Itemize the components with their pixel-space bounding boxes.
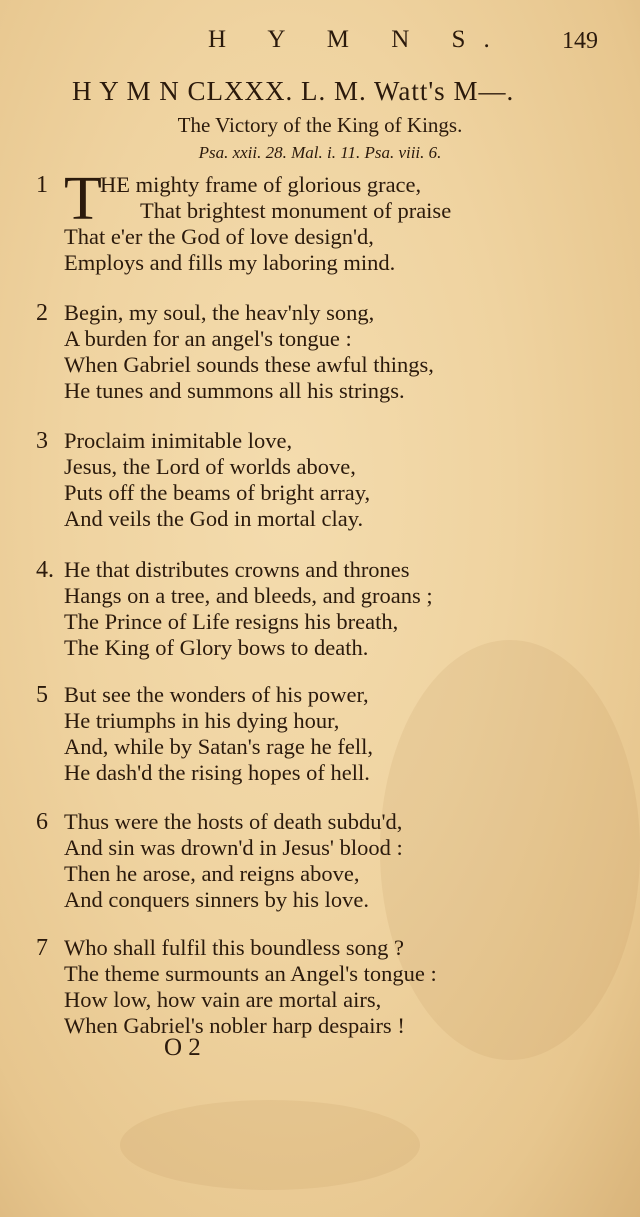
verse-line: Proclaim inimitable love, (64, 428, 293, 453)
verse-line: The theme surmounts an Angel's tongue : (64, 961, 437, 986)
verse-line: And sin was drown'd in Jesus' blood : (64, 835, 403, 860)
verse-line: Who shall fulfil this boundless song ? (64, 935, 404, 960)
stanza-number: 3 (36, 428, 48, 454)
verse-line: And veils the God in mortal clay. (64, 506, 364, 531)
verse-line: Hangs on a tree, and bleeds, and groans ; (64, 583, 433, 608)
verse-line: He triumphs in his dying hour, (64, 708, 340, 733)
verse-line: Thus were the hosts of death subdu'd, (64, 809, 403, 834)
paper-stain (120, 1100, 420, 1190)
stanza-number: 2 (36, 300, 48, 326)
stanza-number: 4. (36, 557, 54, 583)
paper-stain (380, 640, 640, 1060)
hymn-heading: H Y M N CLXXX. L. M. Watt's M—. (72, 76, 515, 106)
verse-line: He tunes and summons all his strings. (64, 378, 405, 403)
verse-line: Begin, my soul, the heav'nly song, (64, 300, 375, 325)
verse-line: That brightest monument of praise (140, 198, 452, 223)
hymn-subtitle: The Victory of the King of Kings. (177, 113, 463, 137)
stanza-number: 6 (36, 809, 48, 835)
verse-line: He that distributes crowns and thrones (64, 557, 410, 582)
verse-line: When Gabriel sounds these awful things, (64, 352, 434, 377)
stanza-number: 7 (36, 935, 48, 961)
verse-line: And conquers sinners by his love. (64, 887, 369, 912)
drop-cap: T (64, 165, 102, 233)
verse-line: The King of Glory bows to death. (64, 635, 369, 660)
verse-line: And, while by Satan's rage he fell, (64, 734, 373, 759)
verse-line: When Gabriel's nobler harp despairs ! (64, 1013, 405, 1038)
verse-line: That e'er the God of love design'd, (64, 224, 374, 249)
page-number: 149 (562, 28, 598, 54)
verse-line: The Prince of Life resigns his breath, (64, 609, 399, 634)
verse-line: HE mighty frame of glorious grace, (100, 172, 422, 197)
running-head: H Y M N S. (208, 26, 508, 53)
stanza-number: 5 (36, 682, 48, 708)
stanza-number: 1 (36, 172, 48, 198)
verse-line: But see the wonders of his power, (64, 682, 369, 707)
verse-line: Jesus, the Lord of worlds above, (64, 454, 356, 479)
signature-mark: O 2 (164, 1034, 201, 1061)
verse-line: He dash'd the rising hopes of hell. (64, 760, 370, 785)
scripture-references: Psa. xxii. 28. Mal. i. 11. Psa. viii. 6. (198, 143, 442, 162)
verse-line: Then he arose, and reigns above, (64, 861, 360, 886)
verse-line: How low, how vain are mortal airs, (64, 987, 382, 1012)
verse-line: A burden for an angel's tongue : (64, 326, 352, 351)
verse-line: Puts off the beams of bright array, (64, 480, 371, 505)
verse-line: Employs and fills my laboring mind. (64, 250, 396, 275)
